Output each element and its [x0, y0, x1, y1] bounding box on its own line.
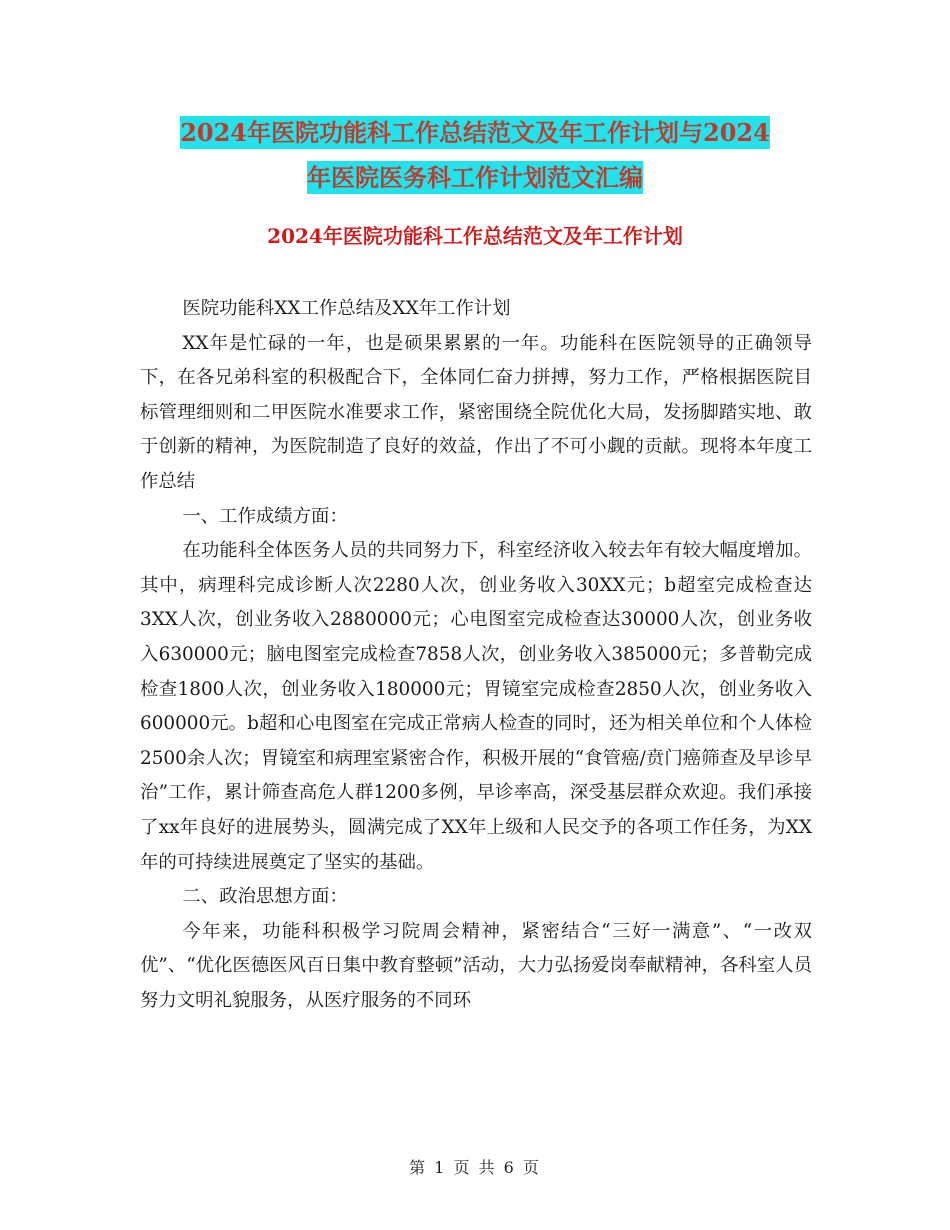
- heading-work-achievements: 一、工作成绩方面：: [182, 505, 348, 527]
- paragraph-intro: XX年是忙碌的一年，也是硕果累累的一年。功能科在医院领导的正确领导下，在各兄弟科室的积极配合下，全体同仁奋力拼搏，努力工作，严格根据医院目标管理细则和二甲医院水准要求工作，紧密围绕全院优化大局，发扬脚踏实地、敢于创新的精神，为医院制造了良好的效益，作出了不可小觑的贡献。现将本年度工作总结: [140, 332, 812, 492]
- paragraph-political-thought: 今年来，功能科积极学习院周会精神，紧密结合“三好一满意”、“一改双优”、“优化医德医风百日集中教育整顿”活动，大力弘扬爱岗奉献精神，各科室人员努力文明礼貌服务，从医疗服务的不同环: [140, 920, 812, 1011]
- paragraph-work-achievements: 在功能科全体医务人员的共同努力下，科室经济收入较去年有较大幅度增加。其中，病理科完成诊断人次2280人次，创业务收入30XX元；b超室完成检查达3XX人次，创业务收入2880000元；心电图室完成检查达30000人次，创业务收入630000元；脑电图室完成检查7858人次，创业务收入385000元；多普勒完成检查1800人次，创业务收入180000元；胃镜室完成检查2850人次，创业务收入600000元。b超和心电图室在完成正常病人检查的同时，还为相关单位和个人体检2500余人次；胃镜室和病理室紧密合作，积极开展的“食管癌/贲门癌筛查及早诊早治”工作，累计筛查高危人群1200多例，早诊率高，深受基层群众欢迎。我们承接了xx年良好的进展势头，圆满完成了XX年上级和人民交予的各项工作任务，为XX年的可持续进展奠定了坚实的基础。: [140, 540, 812, 873]
- document-body: [140, 292, 812, 1018]
- document-title-line-2: 年医院医务科工作计划范文汇编: [307, 163, 643, 192]
- page-footer: 第 1 页 共 6 页: [409, 1158, 541, 1177]
- document-title: [140, 110, 810, 200]
- document-title-line-1: 2024年医院功能科工作总结范文及年工作计划与2024: [180, 118, 770, 147]
- heading-political-thought: 二、政治思想方面：: [182, 886, 348, 908]
- section-title: 2024年医院功能科工作总结范文及年工作计划: [267, 224, 683, 248]
- paragraph-subtitle: 医院功能科XX工作总结及XX年工作计划: [182, 298, 511, 319]
